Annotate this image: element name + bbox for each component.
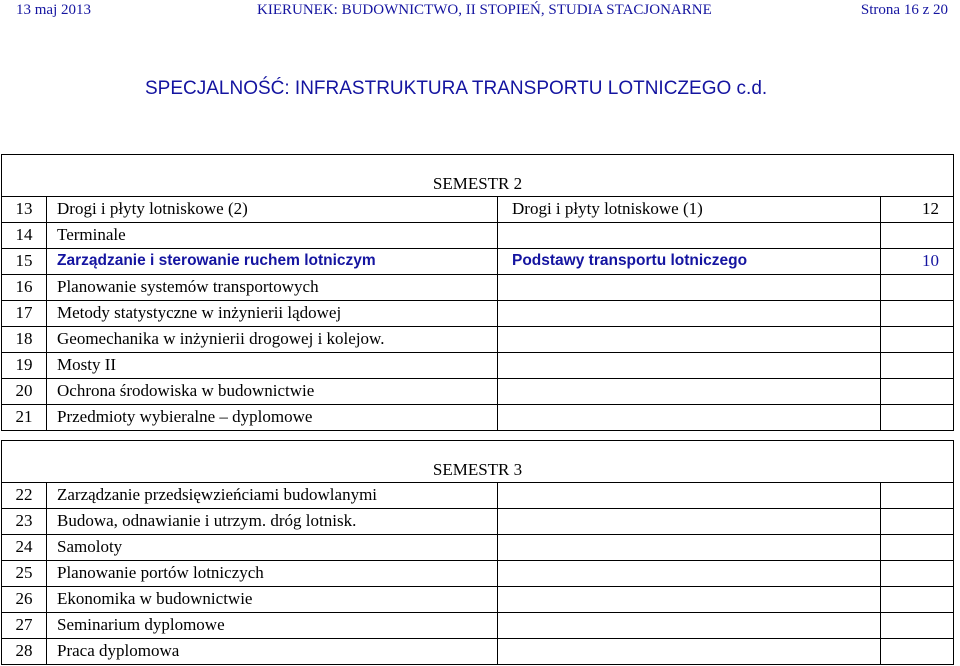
ects-points: [881, 535, 953, 560]
row-number: 19: [2, 353, 47, 378]
row-number: 28: [2, 639, 47, 664]
semester-title: SEMESTR 3: [432, 460, 523, 479]
row-number: 26: [2, 587, 47, 612]
table-row: [2, 223, 953, 249]
table-row: [2, 613, 953, 639]
table-row: [2, 639, 953, 665]
subject-name: Zarządzanie i sterowanie ruchem lotniczym: [47, 249, 498, 274]
prerequisite-subject: Podstawy transportu lotniczego: [498, 249, 881, 274]
header-direction: KIERUNEK: BUDOWNICTWO, II STOPIEŃ, STUDIA STACJONARNE: [257, 2, 712, 18]
header-page-number: Strona 16 z 20: [860, 2, 948, 18]
row-number: 13: [2, 197, 47, 222]
table-row: [2, 509, 953, 535]
prerequisite-subject: [498, 509, 881, 534]
table-row: [2, 353, 953, 379]
row-number: 15: [2, 249, 47, 274]
subject-name: Mosty II: [47, 353, 498, 378]
prerequisite-subject: [498, 275, 881, 300]
subject-name: Planowanie systemów transportowych: [47, 275, 498, 300]
ects-points: [881, 405, 953, 430]
table-row: [2, 483, 953, 509]
prerequisite-subject: Drogi i płyty lotniskowe (1): [498, 197, 881, 222]
subject-name: Zarządzanie przedsięwzieńciami budowlanymi: [47, 483, 498, 508]
row-number: 25: [2, 561, 47, 586]
specialization-title: SPECJALNOŚĆ: INFRASTRUKTURA TRANSPORTU LOTNICZEGO c.d.: [145, 78, 768, 99]
row-number: 16: [2, 275, 47, 300]
prerequisite-subject: [498, 535, 881, 560]
table-row: [2, 561, 953, 587]
subject-name: Drogi i płyty lotniskowe (2): [47, 197, 498, 222]
table-row: [2, 587, 953, 613]
ects-points: [881, 483, 953, 508]
table-row: [2, 249, 953, 275]
prerequisite-subject: [498, 613, 881, 638]
subject-name: Samoloty: [47, 535, 498, 560]
table-row: [2, 327, 953, 353]
ects-points: 12: [922, 199, 939, 218]
header-date: 13 maj 2013: [16, 2, 91, 18]
subject-name: Przedmioty wybieralne – dyplomowe: [47, 405, 498, 430]
table-row: [2, 301, 953, 327]
table-row: [2, 535, 953, 561]
ects-points: [881, 379, 953, 404]
ects-points: 10: [922, 251, 939, 270]
semester-2-table: [1, 154, 954, 431]
subject-name: Terminale: [47, 223, 498, 248]
subject-name: Ekonomika w budownictwie: [47, 587, 498, 612]
table-row: [2, 379, 953, 405]
prerequisite-subject: [498, 483, 881, 508]
prerequisite-subject: [498, 639, 881, 664]
subject-name: Metody statystyczne w inżynierii lądowej: [47, 301, 498, 326]
subject-name: Seminarium dyplomowe: [47, 613, 498, 638]
prerequisite-subject: [498, 379, 881, 404]
row-number: 17: [2, 301, 47, 326]
table-row: [2, 405, 953, 431]
row-number: 20: [2, 379, 47, 404]
row-number: 24: [2, 535, 47, 560]
row-number: 27: [2, 613, 47, 638]
semester-rows: [2, 197, 953, 431]
semester-rows: [2, 483, 953, 665]
table-row: [2, 275, 953, 301]
semester-3-table: [1, 440, 954, 665]
row-number: 23: [2, 509, 47, 534]
prerequisite-subject: [498, 327, 881, 352]
subject-name: Budowa, odnawianie i utrzym. dróg lotnisk.: [47, 509, 498, 534]
prerequisite-subject: [498, 353, 881, 378]
subject-name: Geomechanika w inżynierii drogowej i kolejow.: [47, 327, 498, 352]
ects-points: [881, 275, 953, 300]
ects-points: [881, 327, 953, 352]
ects-points: [881, 223, 953, 248]
row-number: 14: [2, 223, 47, 248]
ects-points: [881, 613, 953, 638]
prerequisite-subject: [498, 561, 881, 586]
table-row: [2, 197, 953, 223]
prerequisite-subject: [498, 405, 881, 430]
prerequisite-subject: [498, 301, 881, 326]
semester-title: SEMESTR 2: [432, 174, 523, 193]
ects-points: [881, 301, 953, 326]
ects-points: [881, 639, 953, 664]
ects-points: [881, 587, 953, 612]
semester-header: [2, 441, 953, 483]
prerequisite-subject: [498, 587, 881, 612]
subject-name: Planowanie portów lotniczych: [47, 561, 498, 586]
ects-points: [881, 561, 953, 586]
semester-header: [2, 155, 953, 197]
ects-points: [881, 353, 953, 378]
ects-points: [881, 509, 953, 534]
prerequisite-subject: [498, 223, 881, 248]
row-number: 18: [2, 327, 47, 352]
row-number: 21: [2, 405, 47, 430]
subject-name: Praca dyplomowa: [47, 639, 498, 664]
row-number: 22: [2, 483, 47, 508]
subject-name: Ochrona środowiska w budownictwie: [47, 379, 498, 404]
